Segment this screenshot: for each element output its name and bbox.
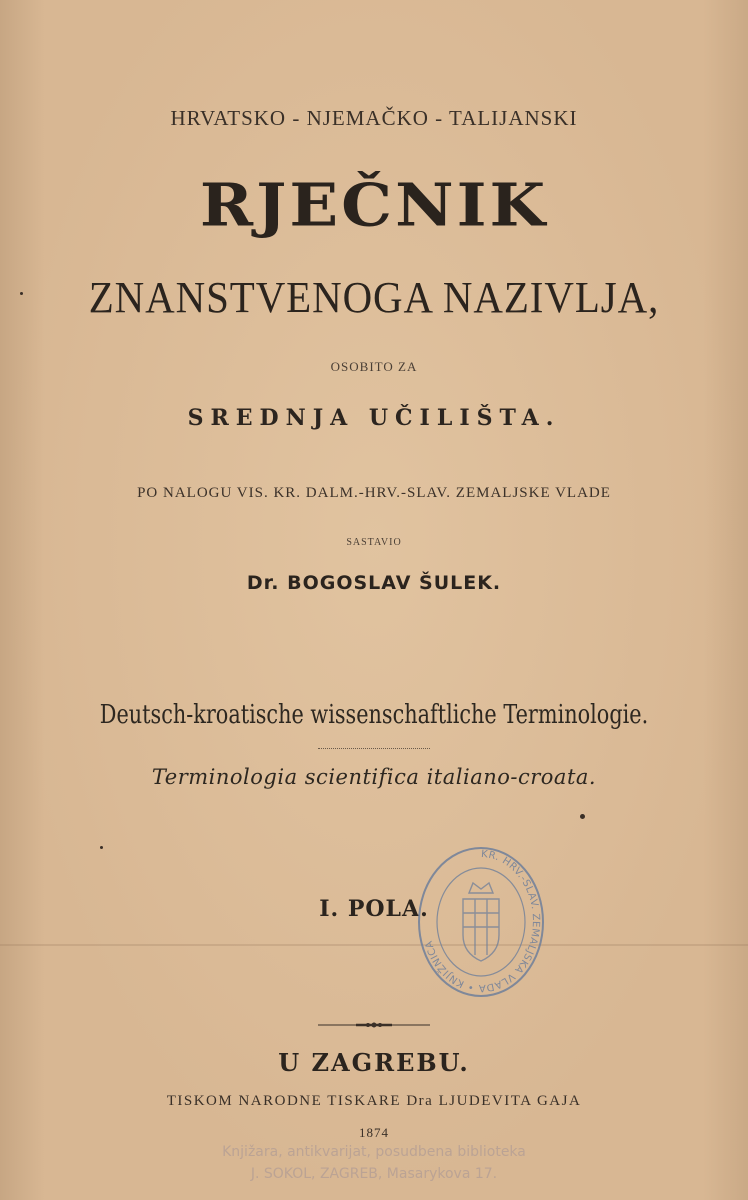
- dotted-divider: [318, 748, 430, 749]
- main-title: RJEČNIK: [199, 171, 549, 240]
- osobito-text: OSOBITO ZA: [330, 359, 418, 374]
- ink-speck: [580, 814, 585, 819]
- ink-speck: [20, 292, 23, 295]
- italian-title: Terminologia scientifica italiano-croata.: [151, 765, 597, 789]
- page-fold-line: [0, 944, 748, 946]
- german-title: Deutsch-kroatische wissenschaftliche Terminologie.: [99, 700, 649, 730]
- coat-of-arms-icon: [463, 883, 499, 961]
- ornament-rule: [318, 1021, 430, 1029]
- volume-label: I. POLA.: [319, 896, 429, 922]
- author-name: Dr. BOGOSLAV ŠULEK.: [246, 572, 502, 594]
- imprint-year: 1874: [359, 1125, 389, 1140]
- faded-bookseller-stamp-line1: Knjižara, antikvarijat, posudbena biblioteka: [222, 1144, 526, 1160]
- commission-line: PO NALOGU VIS. KR. DALM.-HRV.-SLAV. ZEMALJSKE VLADE: [137, 485, 611, 501]
- faded-bookseller-stamp-line2: J. SOKOL, ZAGREB, Masarykova 17.: [250, 1166, 498, 1182]
- top-title: HRVATSKO - NJEMAČKO - TALIJANSKI: [170, 106, 578, 130]
- imprint-city: U ZAGREBU.: [278, 1048, 470, 1077]
- srednja-ucilista: SREDNJA UČILIŠTA.: [187, 405, 561, 431]
- sastavio-text: SASTAVIO: [346, 537, 402, 548]
- ink-speck: [100, 846, 103, 849]
- library-stamp: [415, 843, 547, 1001]
- subtitle: ZNANSTVENOGA NAZIVLJA,: [88, 273, 660, 322]
- library-stamp-text: KR. HRV.-SLAV. ZEMALJSKA VLADA • KNJIŽNICA: [423, 848, 542, 994]
- svg-text:KR. HRV.-SLAV. ZEMALJSKA VLADA: [424, 849, 541, 993]
- imprint-printer: TISKOM NARODNE TISKARE Dra LJUDEVITA GAJA: [166, 1093, 582, 1109]
